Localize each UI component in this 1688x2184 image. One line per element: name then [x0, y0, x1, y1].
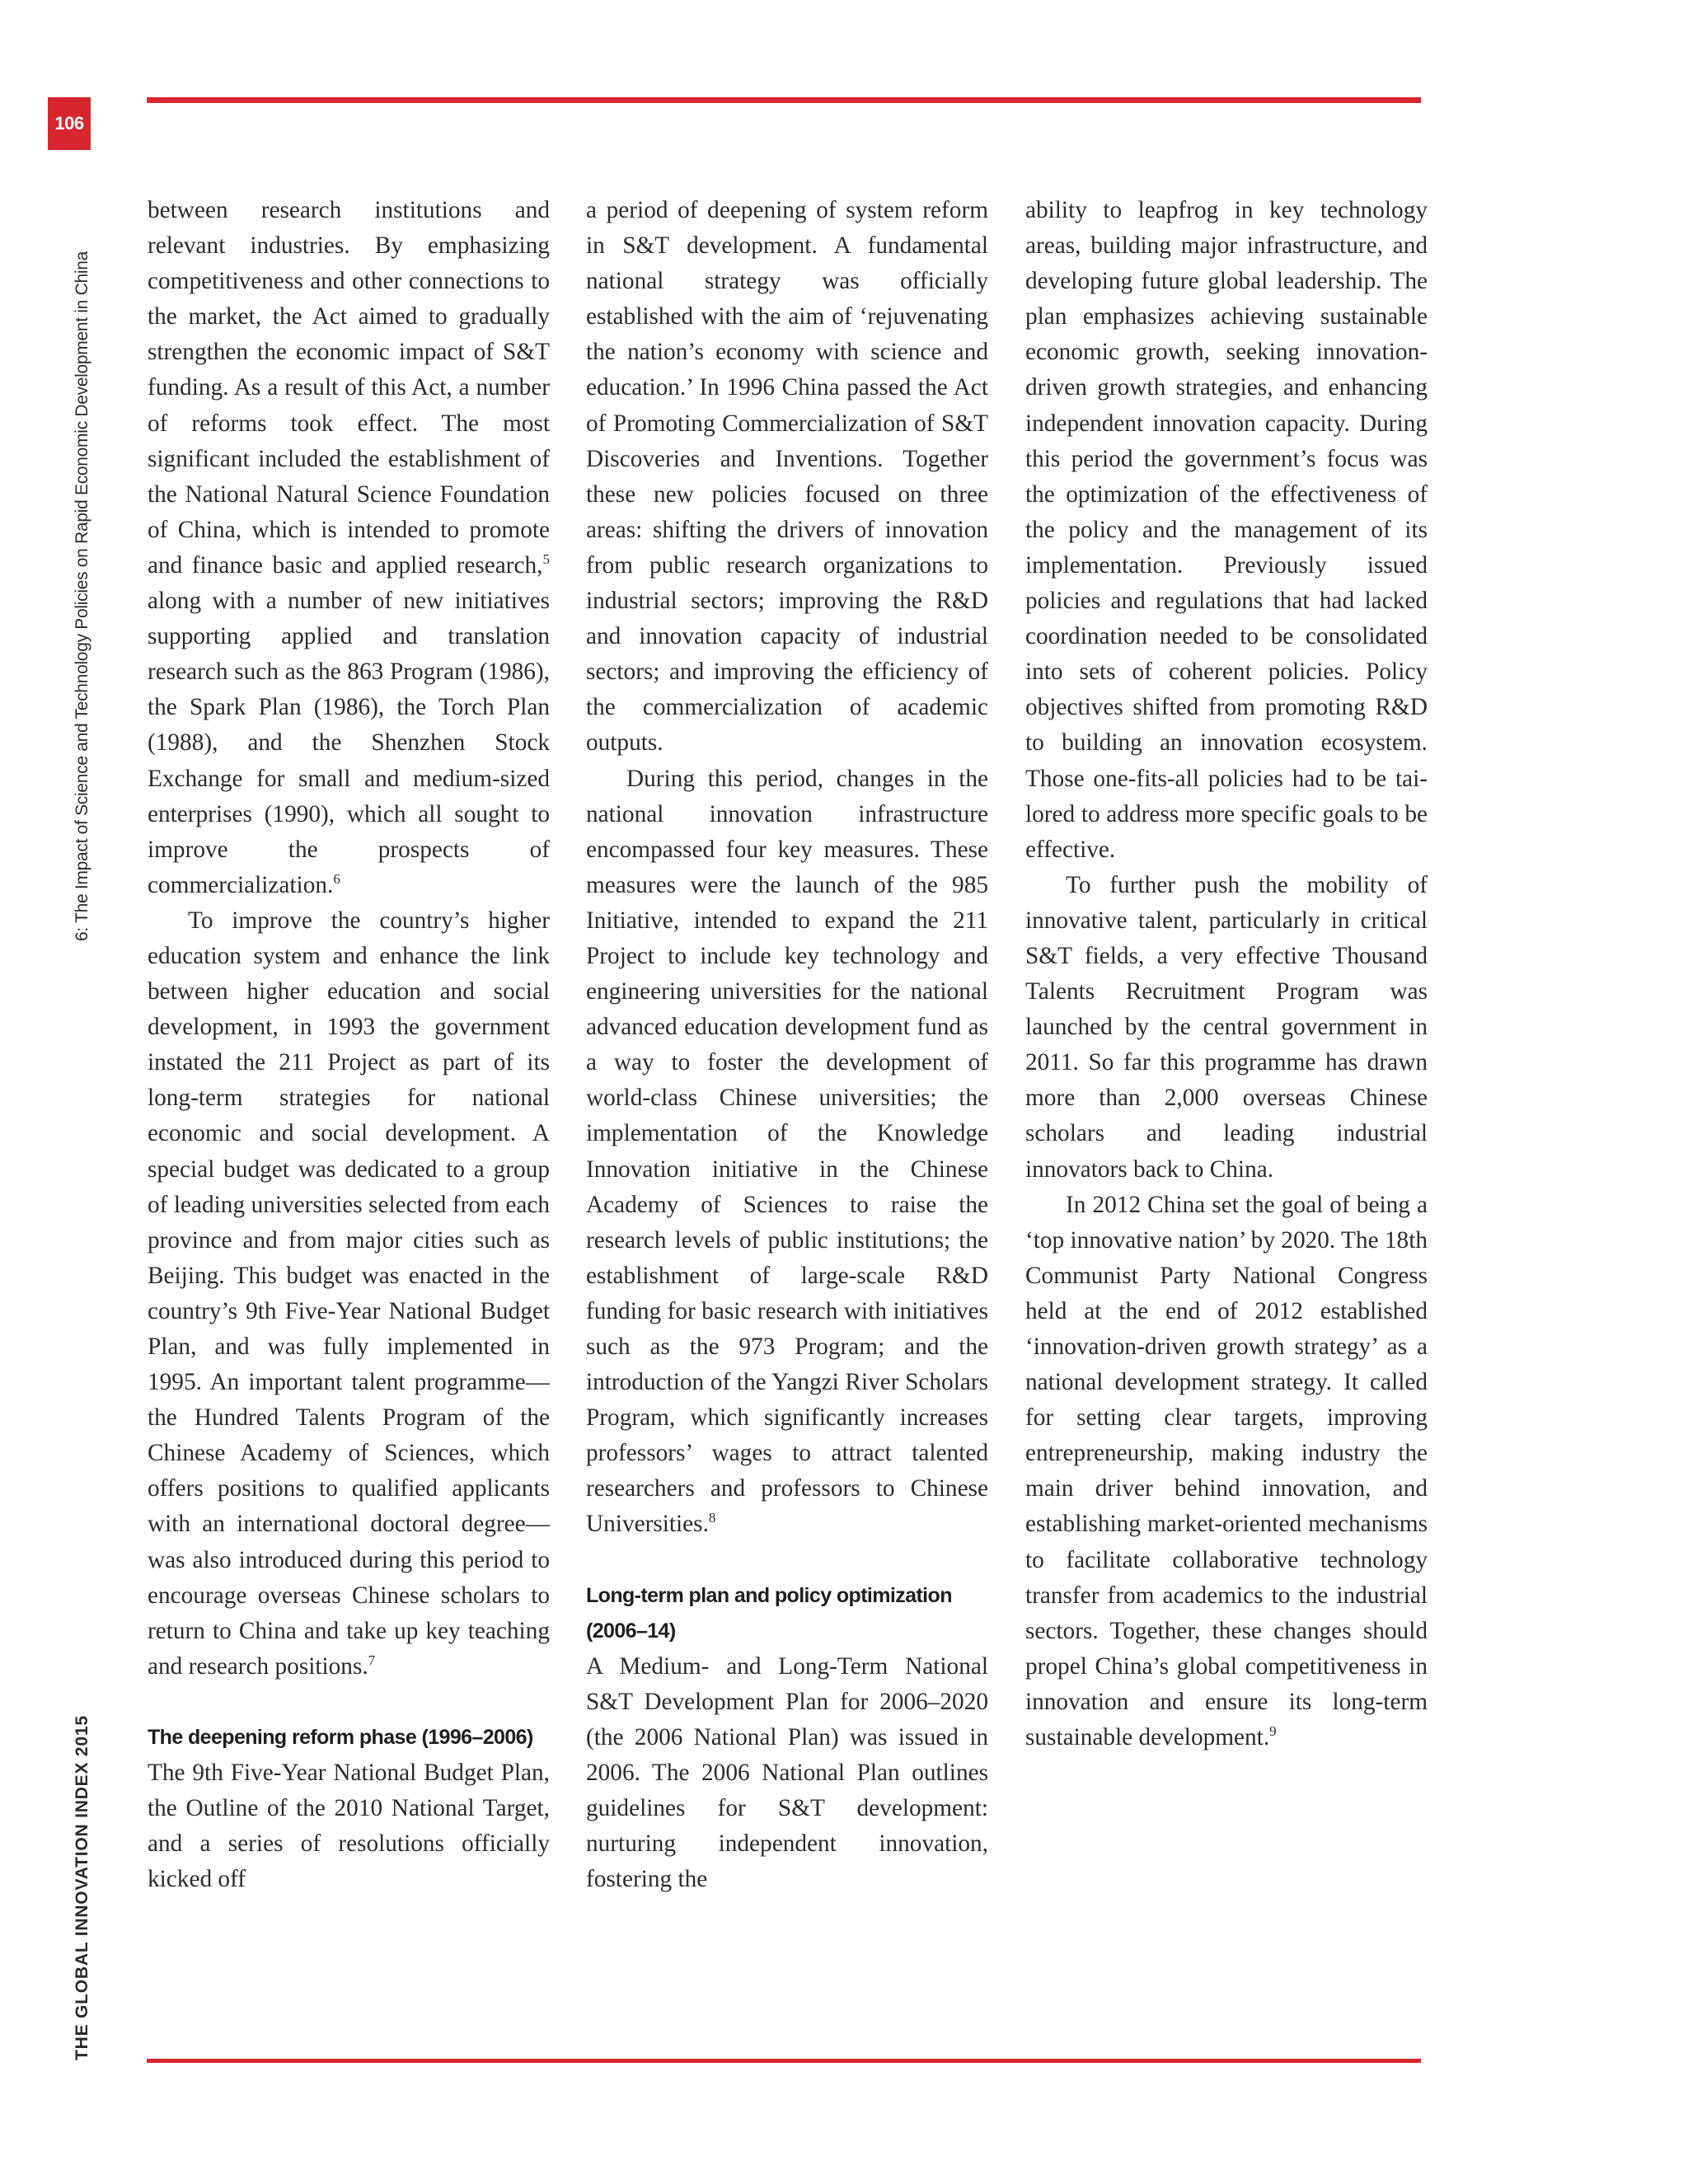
paragraph: between research institutions and relevant industries. By emphasizing competitiveness and other connections to the market, the Act aimed to gradually strengthen the economic impact of S&T funding. As a result of this Act, a number of reforms took effect. The most significant included the establishment of the National Natural Science Foundation of China, which is intended to promote and finance basic and applied research,$^5$ along with a number of new initiatives supporting applied and translation research such as the 863 Program (1986), the Spark Plan (1986), the Torch Plan (1988), and the Shenzhen Stock Exchange for small and medium-sized enterprises (1990), which all sought to improve the prospects of commercialization.$^6$ [148, 197, 550, 898]
footnote-ref: 7 [368, 1652, 376, 1669]
column-3 [1025, 193, 1428, 1755]
section-heading: Long-term plan and policy optimization (2006–14) [586, 1583, 952, 1643]
footer-rule [147, 2059, 1421, 2063]
footnote-ref: 6 [333, 871, 340, 888]
footnote-ref: 5 [542, 551, 550, 568]
paragraph: A Medium- and Long-Term National S&T Development Plan for 2006–2020 (the 2006 National Plan) was issued in 2006. The 2006 National Plan outlines guidelines for S&T development: nurturing independent innovation, fostering the [586, 1652, 988, 1893]
column-1 [148, 193, 550, 1897]
footnote-ref: 9 [1269, 1723, 1277, 1740]
paragraph: To further push the mobility of innovative talent, particularly in critical S&T fields, a very effective Thousand Talents Recruitment Program was launched by the central government in 2011. So far this programme has drawn more than 2,000 overseas Chinese scholars and leading industrial innovators back to China. [1025, 871, 1428, 1183]
column-2 [586, 193, 988, 1897]
running-head-chapter: 6: The Impact of Science and Technology Policies on Rapid Economic Development in China [73, 251, 91, 941]
footnote-ref: 8 [708, 1510, 716, 1526]
paragraph: a period of deepening of system reform in S&T development. A fundamental national strategy was officially established with the aim of ‘rejuvenating the nation’s economy with science and education.’ In 1996 China passed the Act of Promoting Commercialization of S&T Discoveries and Inventions. Together these new policies focused on three areas: shifting the drivers of innovation from public research organizations to industrial sectors; improving the R&D and innovation capacity of industrial sectors; and improving the efficiency of the commercialization of academic outputs. [586, 197, 988, 757]
paragraph: ability to leapfrog in key technology areas, building major infrastructure, and developing future global leadership. The plan emphasizes achieving sustainable economic growth, seeking innovation-driven growth strategies, and enhancing independent innovation capacity. During this period the government’s focus was the optimization of the effectiveness of the policy and the management of its implementation. Previously issued policies and regulations that had lacked coordination needed to be consolidated into sets of coherent policies. Policy objectives shifted from promoting R&D to building an innovation ecosystem. Those one-fits-all policies had to be tailored to address more specific goals to be effective. [1025, 197, 1428, 863]
paragraph: In 2012 China set the goal of being a ‘top innovative nation’ by 2020. The 18th Communist Party National Congress held at the end of 2012 established ‘innovation-driven growth strategy’ as a national development strategy. It called for setting clear targets, improving entrepreneurship, making industry the main driver behind innovation, and establishing market-oriented mechanisms to facilitate collaborative technology transfer from academics to the industrial sectors. Together, these changes should propel China’s global competitiveness in innovation and ensure its long-term sustainable development.$^9$ [1025, 1191, 1428, 1751]
page-number: 106 [48, 97, 91, 150]
section-heading: The deepening reform phase (1996–2006) [148, 1725, 533, 1749]
paragraph: During this period, changes in the national innovation infrastructure encompassed four key measures. These measures were the launch of the 985 Initiative, intended to expand the 211 Project to include key technology and engineering universities for the national advanced education development fund as a way to foster the development of world-class Chinese universities; the implementation of the Knowledge Innovation initiative in the Chinese Academy of Sciences to raise the research levels of public institutions; the establishment of large-scale R&D funding for basic research with initiatives such as the 973 Program; and the introduction of the Yangzi River Scholars Program, which significantly increases professors’ wages to attract talented researchers and professors to Chinese Universities.$^8$ [586, 765, 988, 1538]
header-rule [147, 97, 1421, 103]
running-head-report: THE GLOBAL INNOVATION INDEX 2015 [73, 1715, 91, 2060]
paragraph: To improve the country’s higher education system and enhance the link between higher education and social development, in 1993 the government instated the 211 Project as part of its long-term strategies for national economic and social development. A special budget was dedicated to a group of leading universities selected from each province and from major cities such as Beijing. This budget was enacted in the country’s 9th Five-Year National Budget Plan, and was fully implemented in 1995. An important talent programme—the Hundred Talents Program of the Chinese Academy of Sciences, which offers positions to qualified applicants with an international doctoral degree—was also introduced during this period to encourage overseas Chinese scholars to return to China and take up key teaching and research positions.$^7$ [148, 907, 550, 1680]
paragraph: The 9th Five-Year National Budget Plan, the Outline of the 2010 National Target, and a series of resolutions officially kicked off [148, 1760, 550, 1893]
